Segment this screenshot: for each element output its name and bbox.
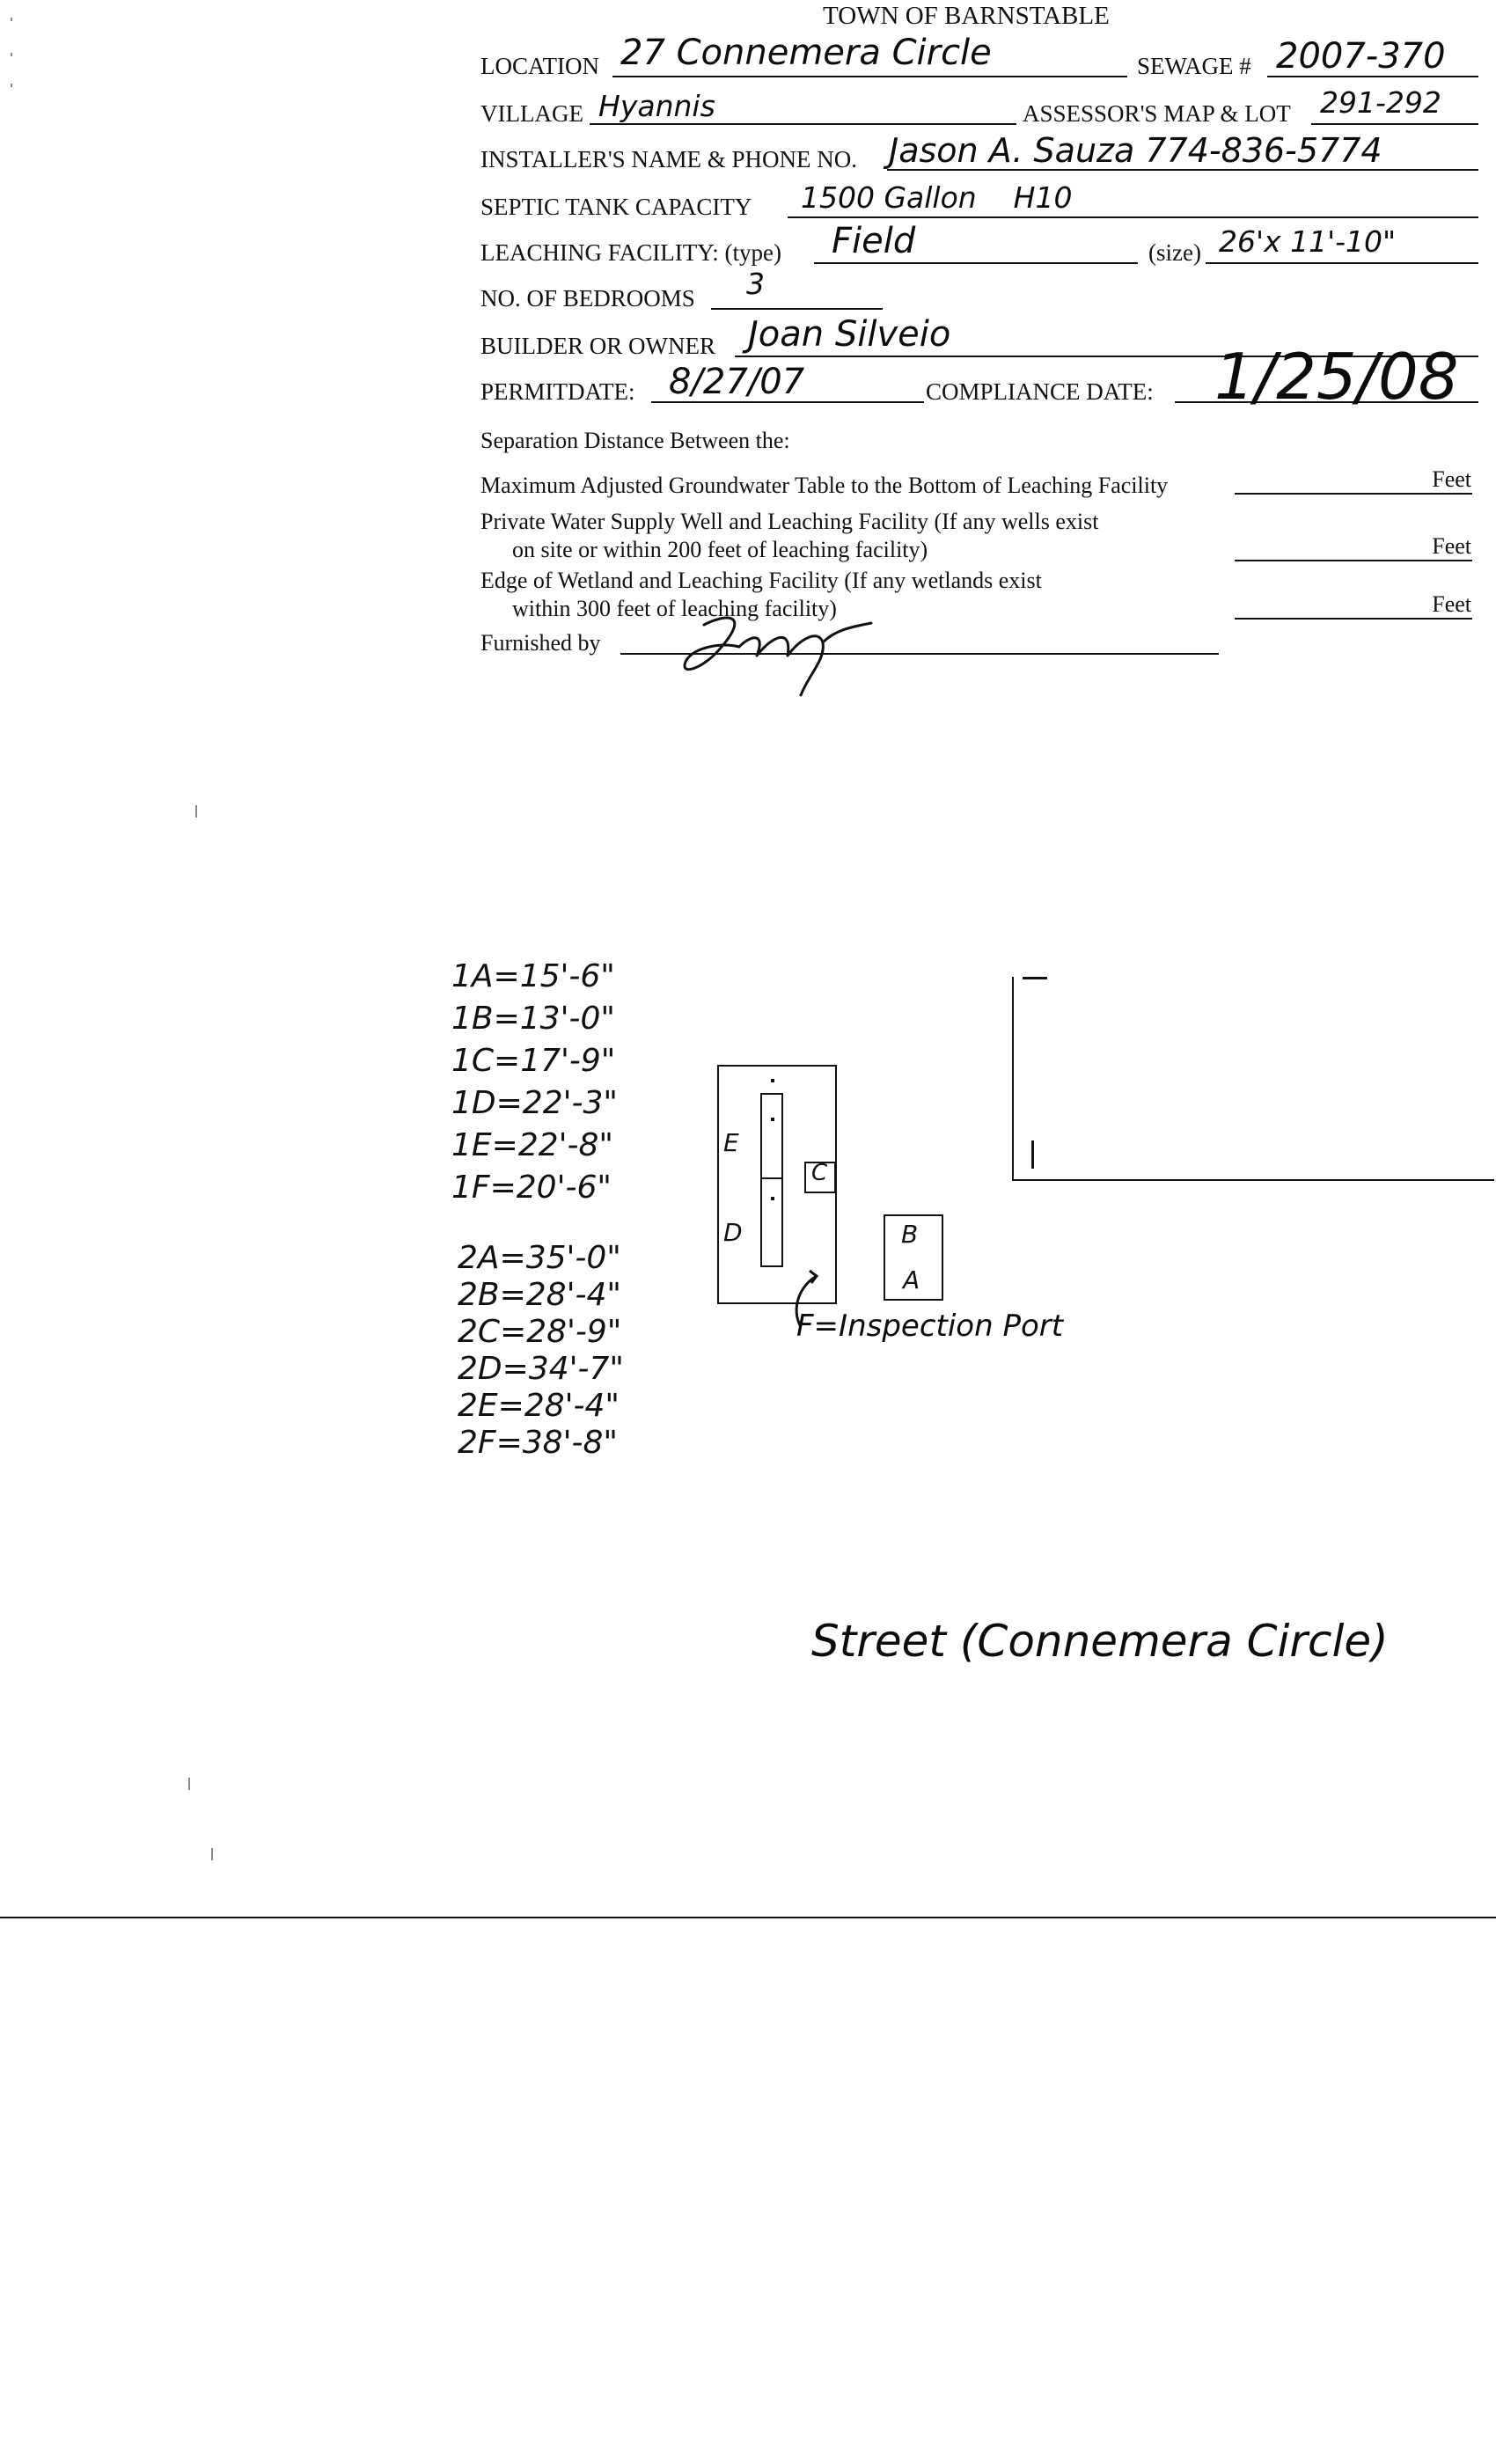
- assessor-underline: [1311, 123, 1478, 125]
- village-underline: [590, 123, 1016, 125]
- distance-wetland-blank: [1235, 618, 1472, 620]
- measurement-2f: 2F=38'-8": [458, 1425, 618, 1461]
- bedrooms-underline: [711, 308, 883, 310]
- inspection-port-note: F=Inspection Port: [796, 1309, 1064, 1344]
- distance-well-unit: Feet: [1432, 533, 1471, 559]
- installer-label: INSTALLER'S NAME & PHONE NO.: [480, 146, 857, 172]
- distance-groundwater-text: Maximum Adjusted Groundwater Table to the Bottom of Leaching Facility: [480, 473, 1169, 498]
- point-mark-lower: [771, 1197, 774, 1200]
- signature: [669, 607, 880, 704]
- size-label: (size): [1148, 239, 1201, 266]
- point-a-label: A: [903, 1265, 920, 1294]
- scan-speck: [188, 1778, 190, 1790]
- septic-value: 1500 Gallon H10: [801, 180, 1073, 215]
- separation-heading: Separation Distance Between the:: [480, 428, 790, 453]
- location-value: 27 Connemera Circle: [620, 33, 992, 73]
- street-note: Street (Connemera Circle): [811, 1616, 1389, 1667]
- house-tick-bottom: [1031, 1140, 1034, 1169]
- form-title: TOWN OF BARNSTABLE: [823, 2, 1110, 30]
- assessor-label: ASSESSOR'S MAP & LOT: [1023, 100, 1291, 127]
- distance-well-text: Private Water Supply Well and Leaching Facility (If any wells exist on site or within 200 feet of leaching facility): [480, 509, 1099, 562]
- distance-groundwater-unit: Feet: [1432, 466, 1471, 492]
- measurement-2e: 2E=28'-4": [458, 1388, 620, 1424]
- house-wall-horizontal: [1012, 1179, 1494, 1181]
- measurement-1a: 1A=15'-6": [451, 958, 615, 994]
- sewage-label: SEWAGE #: [1137, 53, 1251, 79]
- scan-speck: [211, 1848, 213, 1860]
- distance-wetland-text: Edge of Wetland and Leaching Facility (If any wetlands exist within 300 feet of leaching facility): [480, 568, 1042, 621]
- leaching-label: LEACHING FACILITY: (type): [480, 239, 781, 266]
- point-b-label: B: [901, 1220, 919, 1249]
- size-underline: [1206, 262, 1478, 264]
- size-value: 26'x 11'-10": [1219, 224, 1397, 259]
- measurement-1c: 1C=17'-9": [451, 1043, 616, 1079]
- point-d-label: D: [723, 1218, 743, 1247]
- compliance-value: 1/25/08: [1214, 340, 1459, 414]
- distance-well-blank: [1235, 560, 1472, 561]
- village-value: Hyannis: [598, 89, 715, 123]
- measurement-1b: 1B=13'-0": [451, 1001, 615, 1037]
- measurement-2a: 2A=35'-0": [458, 1240, 621, 1276]
- measurement-2b: 2B=28'-4": [458, 1277, 621, 1313]
- measurement-2c: 2C=28'-9": [458, 1314, 622, 1350]
- point-mark-upper: [771, 1118, 774, 1121]
- scan-speck: [195, 805, 197, 818]
- measurement-2d: 2D=34'-7": [458, 1351, 624, 1387]
- septic-label: SEPTIC TANK CAPACITY: [480, 194, 752, 220]
- compliance-label: COMPLIANCE DATE:: [926, 378, 1154, 405]
- house-wall-vertical: [1012, 977, 1014, 1179]
- location-underline: [612, 76, 1127, 77]
- leaching-type-value: Field: [832, 221, 916, 261]
- point-mark-top: [771, 1079, 774, 1082]
- sewage-value: 2007-370: [1276, 36, 1446, 77]
- permit-label: PERMITDATE:: [480, 378, 635, 405]
- installer-value: Jason A. Sauza 774-836-5774: [889, 131, 1382, 170]
- permit-value: 8/27/07: [669, 362, 805, 402]
- pipe-divider: [760, 1177, 783, 1179]
- furnished-label: Furnished by: [480, 630, 601, 656]
- measurement-1e: 1E=22'-8": [451, 1127, 613, 1163]
- point-e-label: E: [723, 1128, 739, 1157]
- measurements-group-1: [451, 958, 618, 1206]
- scan-speck: [11, 84, 12, 87]
- page-rule: [0, 1917, 1496, 1918]
- builder-value: Joan Silveio: [748, 314, 951, 355]
- builder-label: BUILDER OR OWNER: [480, 333, 715, 359]
- scan-speck: [11, 53, 12, 56]
- leaching-underline: [814, 262, 1138, 264]
- measurement-1d: 1D=22'-3": [451, 1085, 618, 1121]
- measurement-1f: 1F=20'-6": [451, 1170, 612, 1206]
- septic-underline: [788, 216, 1478, 218]
- scan-speck: [11, 18, 12, 21]
- village-label: VILLAGE: [480, 100, 583, 127]
- location-label: LOCATION: [480, 53, 599, 79]
- bedrooms-label: NO. OF BEDROOMS: [480, 285, 695, 312]
- distance-wetland-unit: Feet: [1432, 591, 1471, 617]
- bedrooms-value: 3: [746, 267, 765, 301]
- box-c-label: C: [811, 1160, 828, 1186]
- house-tick-top: [1023, 977, 1047, 979]
- assessor-value: 291-292: [1320, 85, 1441, 120]
- distance-groundwater-blank: [1235, 493, 1472, 495]
- measurements-group-2: [458, 1240, 624, 1461]
